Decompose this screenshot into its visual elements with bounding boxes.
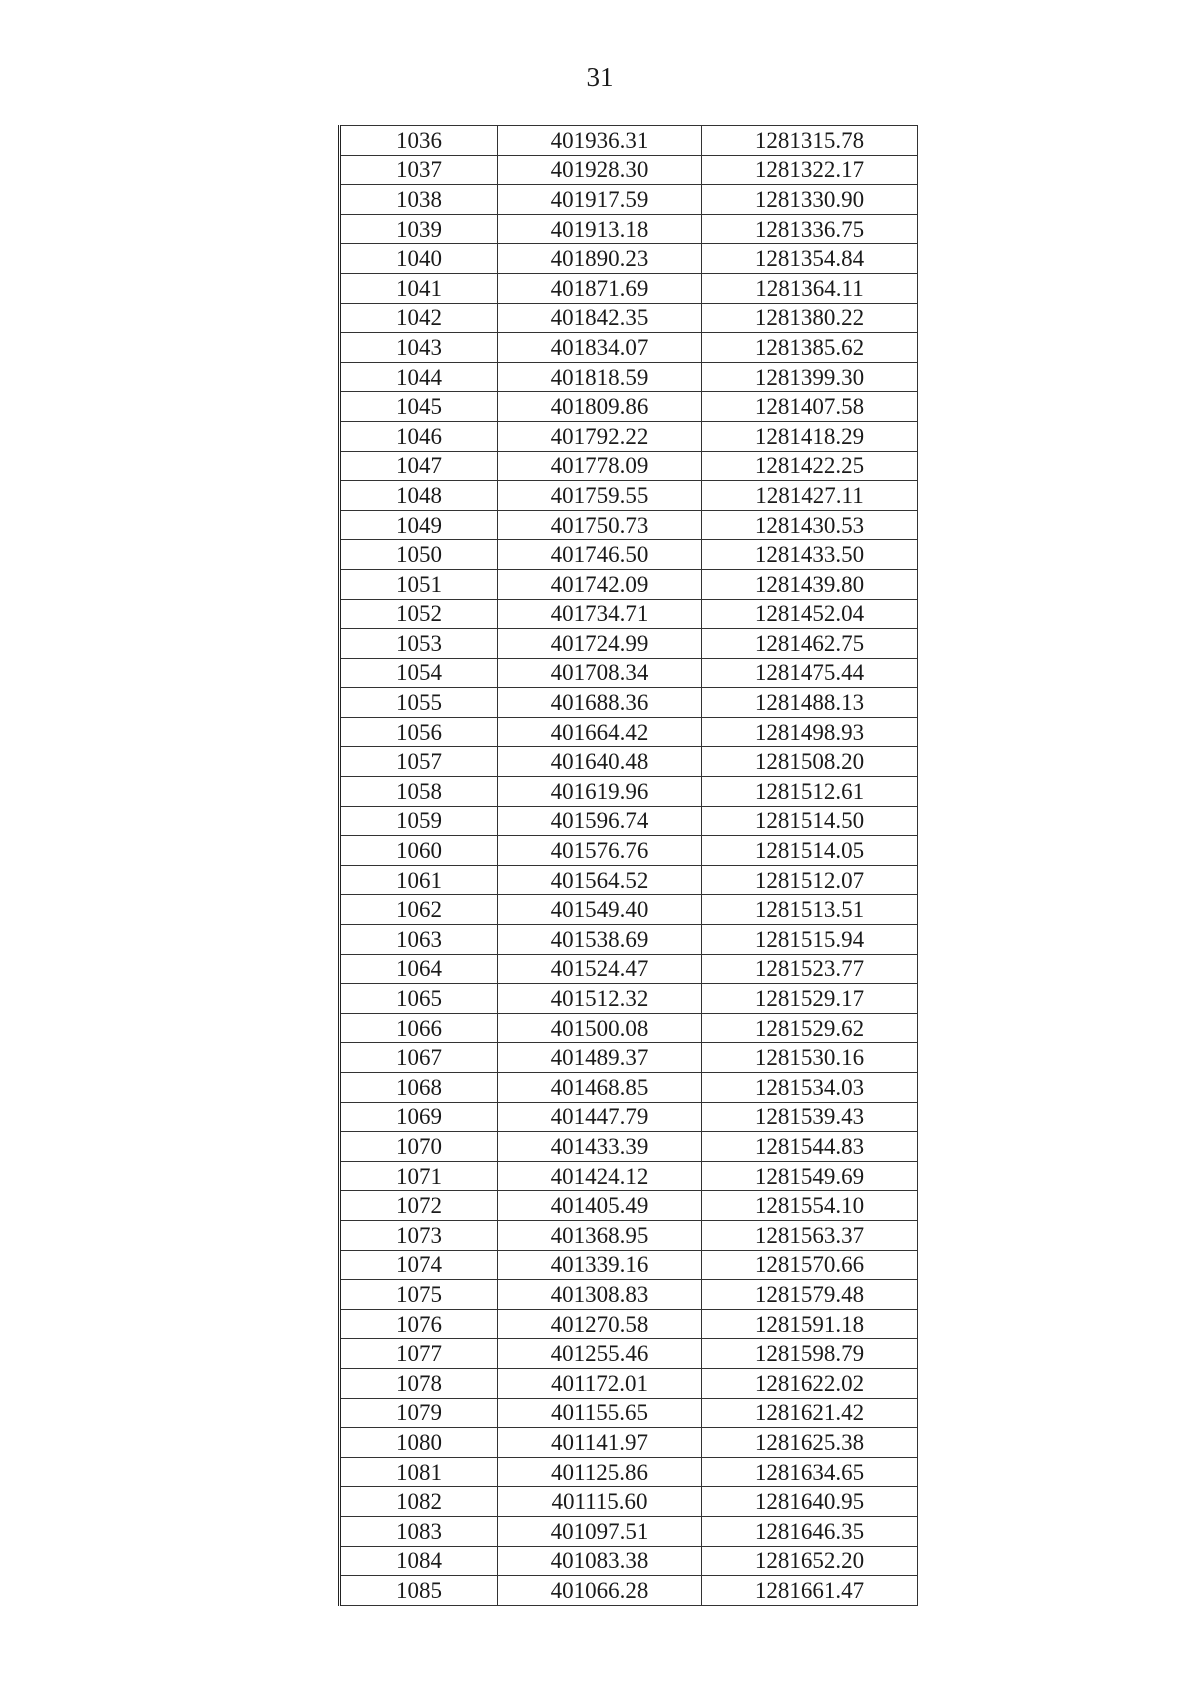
point-number-cell: 1043 <box>340 333 498 363</box>
y-coordinate-cell: 1281591.18 <box>702 1309 918 1339</box>
table-row <box>340 717 918 747</box>
x-coordinate-cell: 401936.31 <box>498 126 702 156</box>
x-coordinate-cell: 401489.37 <box>498 1043 702 1073</box>
y-coordinate-cell: 1281508.20 <box>702 747 918 777</box>
x-coordinate-cell: 401155.65 <box>498 1398 702 1428</box>
table-row <box>340 1102 918 1132</box>
x-coordinate-cell: 401818.59 <box>498 362 702 392</box>
point-number-cell: 1064 <box>340 954 498 984</box>
point-number-cell: 1067 <box>340 1043 498 1073</box>
y-coordinate-cell: 1281652.20 <box>702 1546 918 1576</box>
point-number-cell: 1051 <box>340 569 498 599</box>
x-coordinate-cell: 401115.60 <box>498 1487 702 1517</box>
point-number-cell: 1053 <box>340 629 498 659</box>
table-row <box>340 895 918 925</box>
x-coordinate-cell: 401549.40 <box>498 895 702 925</box>
y-coordinate-cell: 1281549.69 <box>702 1161 918 1191</box>
table-row <box>340 777 918 807</box>
x-coordinate-cell: 401917.59 <box>498 185 702 215</box>
point-number-cell: 1073 <box>340 1220 498 1250</box>
x-coordinate-cell: 401734.71 <box>498 599 702 629</box>
table-row <box>340 925 918 955</box>
page-number: 31 <box>586 62 614 92</box>
table-row <box>340 1368 918 1398</box>
x-coordinate-cell: 401339.16 <box>498 1250 702 1280</box>
table-row <box>340 1132 918 1162</box>
y-coordinate-cell: 1281563.37 <box>702 1220 918 1250</box>
y-coordinate-cell: 1281385.62 <box>702 333 918 363</box>
y-coordinate-cell: 1281554.10 <box>702 1191 918 1221</box>
point-number-cell: 1052 <box>340 599 498 629</box>
table-row <box>340 1398 918 1428</box>
x-coordinate-cell: 401500.08 <box>498 1013 702 1043</box>
y-coordinate-cell: 1281515.94 <box>702 925 918 955</box>
point-number-cell: 1071 <box>340 1161 498 1191</box>
table-row <box>340 1457 918 1487</box>
x-coordinate-cell: 401724.99 <box>498 629 702 659</box>
y-coordinate-cell: 1281422.25 <box>702 451 918 481</box>
point-number-cell: 1068 <box>340 1073 498 1103</box>
table-row <box>340 510 918 540</box>
table-row <box>340 1191 918 1221</box>
table-row <box>340 481 918 511</box>
table-row <box>340 599 918 629</box>
x-coordinate-cell: 401083.38 <box>498 1546 702 1576</box>
table-row <box>340 303 918 333</box>
point-number-cell: 1050 <box>340 540 498 570</box>
y-coordinate-cell: 1281529.17 <box>702 984 918 1014</box>
point-number-cell: 1080 <box>340 1428 498 1458</box>
x-coordinate-cell: 401596.74 <box>498 806 702 836</box>
y-coordinate-cell: 1281364.11 <box>702 273 918 303</box>
x-coordinate-cell: 401405.49 <box>498 1191 702 1221</box>
x-coordinate-cell: 401842.35 <box>498 303 702 333</box>
x-coordinate-cell: 401468.85 <box>498 1073 702 1103</box>
x-coordinate-cell: 401424.12 <box>498 1161 702 1191</box>
table-row <box>340 1339 918 1369</box>
x-coordinate-cell: 401759.55 <box>498 481 702 511</box>
point-number-cell: 1078 <box>340 1368 498 1398</box>
point-number-cell: 1069 <box>340 1102 498 1132</box>
point-number-cell: 1077 <box>340 1339 498 1369</box>
point-number-cell: 1040 <box>340 244 498 274</box>
x-coordinate-cell: 401172.01 <box>498 1368 702 1398</box>
table-row <box>340 273 918 303</box>
x-coordinate-cell: 401255.46 <box>498 1339 702 1369</box>
x-coordinate-cell: 401270.58 <box>498 1309 702 1339</box>
y-coordinate-cell: 1281354.84 <box>702 244 918 274</box>
y-coordinate-cell: 1281512.61 <box>702 777 918 807</box>
point-number-cell: 1059 <box>340 806 498 836</box>
y-coordinate-cell: 1281427.11 <box>702 481 918 511</box>
x-coordinate-cell: 401512.32 <box>498 984 702 1014</box>
y-coordinate-cell: 1281514.50 <box>702 806 918 836</box>
y-coordinate-cell: 1281399.30 <box>702 362 918 392</box>
y-coordinate-cell: 1281452.04 <box>702 599 918 629</box>
x-coordinate-cell: 401746.50 <box>498 540 702 570</box>
table-row <box>340 954 918 984</box>
point-number-cell: 1049 <box>340 510 498 540</box>
y-coordinate-cell: 1281622.02 <box>702 1368 918 1398</box>
point-number-cell: 1084 <box>340 1546 498 1576</box>
point-number-cell: 1048 <box>340 481 498 511</box>
point-number-cell: 1062 <box>340 895 498 925</box>
table-row <box>340 865 918 895</box>
point-number-cell: 1054 <box>340 658 498 688</box>
point-number-cell: 1046 <box>340 421 498 451</box>
y-coordinate-cell: 1281661.47 <box>702 1576 918 1606</box>
x-coordinate-cell: 401640.48 <box>498 747 702 777</box>
point-number-cell: 1082 <box>340 1487 498 1517</box>
table-row <box>340 1280 918 1310</box>
coordinates-table <box>338 125 918 1606</box>
table-row <box>340 1309 918 1339</box>
x-coordinate-cell: 401433.39 <box>498 1132 702 1162</box>
point-number-cell: 1038 <box>340 185 498 215</box>
y-coordinate-cell: 1281579.48 <box>702 1280 918 1310</box>
table-row <box>340 629 918 659</box>
point-number-cell: 1085 <box>340 1576 498 1606</box>
table-row <box>340 1220 918 1250</box>
point-number-cell: 1061 <box>340 865 498 895</box>
table-row <box>340 185 918 215</box>
table-row <box>340 421 918 451</box>
table-row <box>340 806 918 836</box>
point-number-cell: 1041 <box>340 273 498 303</box>
table-row <box>340 1250 918 1280</box>
point-number-cell: 1079 <box>340 1398 498 1428</box>
x-coordinate-cell: 401928.30 <box>498 155 702 185</box>
y-coordinate-cell: 1281523.77 <box>702 954 918 984</box>
point-number-cell: 1063 <box>340 925 498 955</box>
x-coordinate-cell: 401742.09 <box>498 569 702 599</box>
y-coordinate-cell: 1281625.38 <box>702 1428 918 1458</box>
table-row <box>340 1161 918 1191</box>
y-coordinate-cell: 1281475.44 <box>702 658 918 688</box>
y-coordinate-cell: 1281544.83 <box>702 1132 918 1162</box>
table-row <box>340 333 918 363</box>
table-row <box>340 569 918 599</box>
point-number-cell: 1056 <box>340 717 498 747</box>
point-number-cell: 1044 <box>340 362 498 392</box>
y-coordinate-cell: 1281380.22 <box>702 303 918 333</box>
point-number-cell: 1037 <box>340 155 498 185</box>
y-coordinate-cell: 1281488.13 <box>702 688 918 718</box>
point-number-cell: 1065 <box>340 984 498 1014</box>
y-coordinate-cell: 1281430.53 <box>702 510 918 540</box>
y-coordinate-cell: 1281514.05 <box>702 836 918 866</box>
x-coordinate-cell: 401524.47 <box>498 954 702 984</box>
x-coordinate-cell: 401097.51 <box>498 1516 702 1546</box>
y-coordinate-cell: 1281646.35 <box>702 1516 918 1546</box>
table-row <box>340 155 918 185</box>
table-row <box>340 1487 918 1517</box>
point-number-cell: 1036 <box>340 126 498 156</box>
y-coordinate-cell: 1281407.58 <box>702 392 918 422</box>
point-number-cell: 1045 <box>340 392 498 422</box>
point-number-cell: 1074 <box>340 1250 498 1280</box>
y-coordinate-cell: 1281322.17 <box>702 155 918 185</box>
table-row <box>340 836 918 866</box>
point-number-cell: 1081 <box>340 1457 498 1487</box>
x-coordinate-cell: 401688.36 <box>498 688 702 718</box>
table-row <box>340 1073 918 1103</box>
x-coordinate-cell: 401890.23 <box>498 244 702 274</box>
x-coordinate-cell: 401538.69 <box>498 925 702 955</box>
x-coordinate-cell: 401564.52 <box>498 865 702 895</box>
y-coordinate-cell: 1281315.78 <box>702 126 918 156</box>
y-coordinate-cell: 1281598.79 <box>702 1339 918 1369</box>
x-coordinate-cell: 401576.76 <box>498 836 702 866</box>
y-coordinate-cell: 1281512.07 <box>702 865 918 895</box>
table-row <box>340 362 918 392</box>
table-row <box>340 984 918 1014</box>
x-coordinate-cell: 401871.69 <box>498 273 702 303</box>
table-row <box>340 1043 918 1073</box>
point-number-cell: 1058 <box>340 777 498 807</box>
x-coordinate-cell: 401778.09 <box>498 451 702 481</box>
point-number-cell: 1042 <box>340 303 498 333</box>
x-coordinate-cell: 401809.86 <box>498 392 702 422</box>
y-coordinate-cell: 1281530.16 <box>702 1043 918 1073</box>
y-coordinate-cell: 1281570.66 <box>702 1250 918 1280</box>
y-coordinate-cell: 1281418.29 <box>702 421 918 451</box>
table-row <box>340 451 918 481</box>
y-coordinate-cell: 1281513.51 <box>702 895 918 925</box>
y-coordinate-cell: 1281330.90 <box>702 185 918 215</box>
table-row <box>340 1576 918 1606</box>
x-coordinate-cell: 401125.86 <box>498 1457 702 1487</box>
y-coordinate-cell: 1281529.62 <box>702 1013 918 1043</box>
table-row <box>340 126 918 156</box>
x-coordinate-cell: 401141.97 <box>498 1428 702 1458</box>
table-row <box>340 540 918 570</box>
x-coordinate-cell: 401308.83 <box>498 1280 702 1310</box>
table-row <box>340 688 918 718</box>
point-number-cell: 1070 <box>340 1132 498 1162</box>
x-coordinate-cell: 401368.95 <box>498 1220 702 1250</box>
x-coordinate-cell: 401066.28 <box>498 1576 702 1606</box>
y-coordinate-cell: 1281534.03 <box>702 1073 918 1103</box>
y-coordinate-cell: 1281640.95 <box>702 1487 918 1517</box>
y-coordinate-cell: 1281621.42 <box>702 1398 918 1428</box>
x-coordinate-cell: 401664.42 <box>498 717 702 747</box>
y-coordinate-cell: 1281433.50 <box>702 540 918 570</box>
table-row <box>340 658 918 688</box>
point-number-cell: 1083 <box>340 1516 498 1546</box>
point-number-cell: 1047 <box>340 451 498 481</box>
table-row <box>340 392 918 422</box>
y-coordinate-cell: 1281336.75 <box>702 214 918 244</box>
y-coordinate-cell: 1281539.43 <box>702 1102 918 1132</box>
coordinates-table-body <box>340 126 918 1606</box>
y-coordinate-cell: 1281634.65 <box>702 1457 918 1487</box>
x-coordinate-cell: 401447.79 <box>498 1102 702 1132</box>
x-coordinate-cell: 401913.18 <box>498 214 702 244</box>
point-number-cell: 1055 <box>340 688 498 718</box>
table-row <box>340 1546 918 1576</box>
point-number-cell: 1072 <box>340 1191 498 1221</box>
x-coordinate-cell: 401834.07 <box>498 333 702 363</box>
point-number-cell: 1060 <box>340 836 498 866</box>
y-coordinate-cell: 1281462.75 <box>702 629 918 659</box>
table-row <box>340 1516 918 1546</box>
y-coordinate-cell: 1281439.80 <box>702 569 918 599</box>
point-number-cell: 1076 <box>340 1309 498 1339</box>
point-number-cell: 1066 <box>340 1013 498 1043</box>
table-row <box>340 244 918 274</box>
x-coordinate-cell: 401792.22 <box>498 421 702 451</box>
point-number-cell: 1057 <box>340 747 498 777</box>
y-coordinate-cell: 1281498.93 <box>702 717 918 747</box>
table-row <box>340 1013 918 1043</box>
point-number-cell: 1075 <box>340 1280 498 1310</box>
x-coordinate-cell: 401750.73 <box>498 510 702 540</box>
x-coordinate-cell: 401619.96 <box>498 777 702 807</box>
table-row <box>340 214 918 244</box>
x-coordinate-cell: 401708.34 <box>498 658 702 688</box>
table-row <box>340 1428 918 1458</box>
point-number-cell: 1039 <box>340 214 498 244</box>
table-row <box>340 747 918 777</box>
